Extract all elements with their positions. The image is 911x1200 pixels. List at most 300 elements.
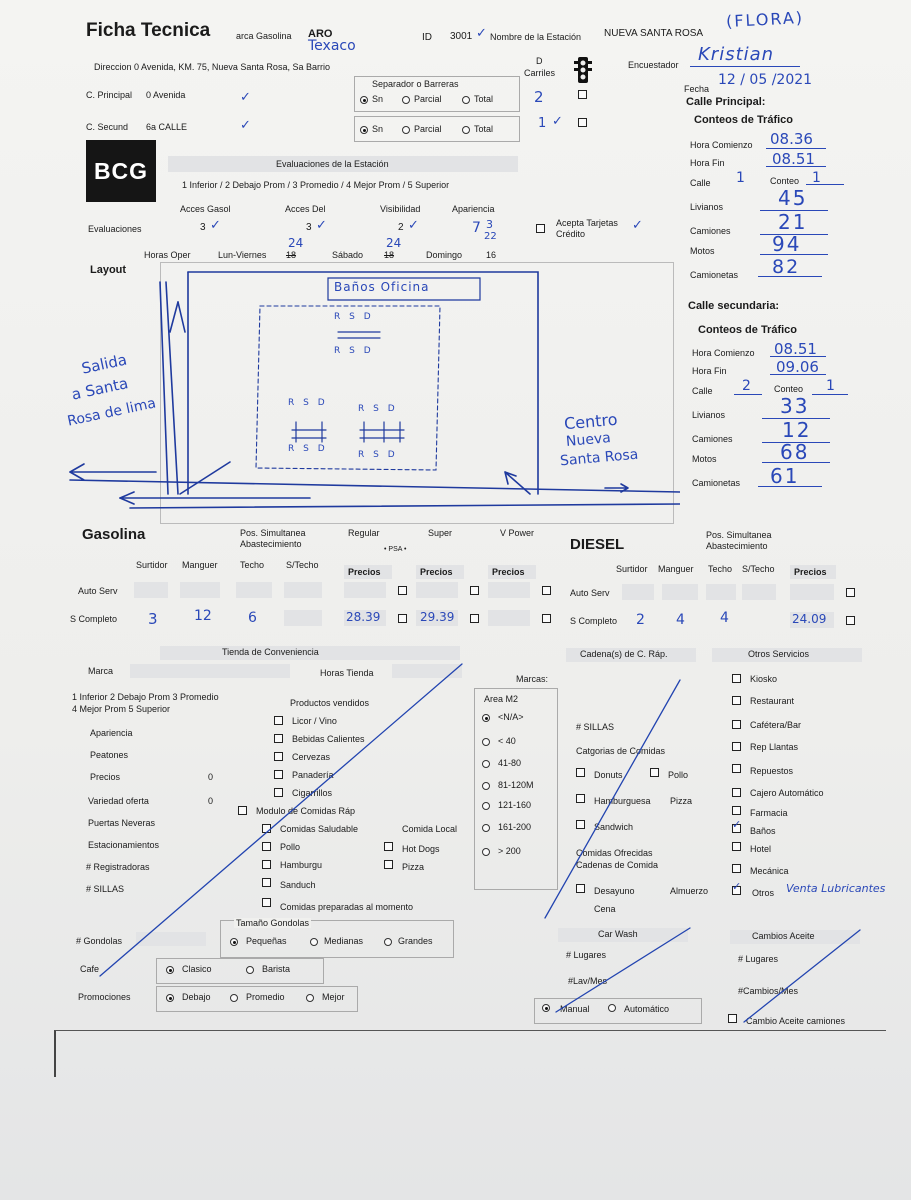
acepta-tarjetas-label: Acepta Tarjetas Crédito bbox=[556, 218, 618, 239]
diesel-surtidor-value: 2 bbox=[636, 612, 645, 628]
gas-techo-value: 6 bbox=[248, 610, 257, 626]
conteo2-line-1 bbox=[770, 356, 826, 357]
conteo1-motos-label: Motos bbox=[690, 246, 715, 256]
comidas-ofrecidas: Comidas Ofrecidas bbox=[576, 848, 653, 858]
sep2-total-label: Total bbox=[474, 124, 494, 134]
marcas-label: Marcas: bbox=[516, 674, 549, 684]
area-81-120-label: 81-120M bbox=[498, 780, 534, 790]
modulo-comidas-cb[interactable] bbox=[238, 806, 247, 815]
carriles-label: Carriles bbox=[524, 68, 556, 78]
tienda-marca-field[interactable] bbox=[130, 664, 290, 678]
tienda-scale-2: 4 Mejor Prom 5 Superior bbox=[72, 704, 171, 714]
conteo1-hora-comienzo: 08.36 bbox=[770, 130, 813, 148]
otros-repuestos-label: Repuestos bbox=[750, 766, 794, 776]
conteo1-livianos-label: Livianos bbox=[690, 202, 724, 212]
centro-line-2: Nueva bbox=[565, 430, 612, 450]
modulo-comidas-label: Modulo de Comidas Ráp bbox=[256, 806, 356, 816]
conteo2-hora-comienzo: 08.51 bbox=[774, 340, 817, 358]
conteo2-camionetas: 61 bbox=[770, 464, 800, 488]
domingo-label: Domingo bbox=[426, 250, 463, 260]
nombre-value: NUEVA SANTA ROSA bbox=[604, 28, 704, 39]
comida-saludable-label: Comidas Saludable bbox=[280, 824, 359, 834]
gas-surtidor-value: 3 bbox=[148, 610, 158, 628]
sep1-si-radio[interactable] bbox=[360, 96, 368, 104]
eval-check-2: ✓ bbox=[316, 218, 327, 233]
gas-s-completo-label: S Completo bbox=[70, 614, 118, 624]
secund-label: C. Secund bbox=[86, 122, 129, 132]
comida-saludable-cb[interactable] bbox=[262, 824, 271, 833]
tienda-horas: Horas Tienda bbox=[320, 668, 374, 678]
area-lt40-label: < 40 bbox=[498, 736, 516, 746]
eval-apariencia-extra: 7 bbox=[472, 220, 481, 236]
marca-value: ARO bbox=[308, 28, 333, 40]
eval-check-3: ✓ bbox=[408, 218, 419, 233]
cat-donuts-label: Donuts bbox=[594, 770, 623, 780]
diesel-auto-field-4[interactable] bbox=[742, 584, 776, 600]
comida-hamburgu-label: Hamburgu bbox=[280, 860, 323, 870]
comida-sanduch-cb[interactable] bbox=[262, 878, 271, 887]
salida-line-1: Salida bbox=[80, 350, 129, 378]
area-na-radio[interactable] bbox=[482, 714, 490, 722]
principal-check: ✓ bbox=[240, 90, 251, 105]
conteo1-hora-fin-label: Hora Fin bbox=[690, 158, 725, 168]
tienda-row-sillas: # SILLAS bbox=[86, 884, 125, 894]
area-121-160-label: 121-160 bbox=[498, 800, 532, 810]
prod-panaderia-cb[interactable] bbox=[274, 770, 283, 779]
pump-left-1: R S D bbox=[288, 398, 328, 408]
conteo2-camiones: 12 bbox=[782, 418, 812, 442]
cadena-sillas: # SILLAS bbox=[576, 722, 615, 732]
layout-sketch bbox=[60, 262, 680, 522]
sep2-total-radio[interactable] bbox=[462, 126, 470, 134]
centro-line-1: Centro bbox=[563, 409, 619, 434]
cafe-label: Cafe bbox=[80, 964, 100, 974]
area-121-160-radio[interactable] bbox=[482, 802, 490, 810]
conteo1-line-2 bbox=[766, 166, 826, 167]
eval-visibilidad: 2 bbox=[398, 222, 404, 233]
principal-value: 0 Avenida bbox=[146, 90, 186, 100]
area-41-80-radio[interactable] bbox=[482, 760, 490, 768]
pump-left-2: R S D bbox=[288, 444, 328, 454]
otros-repuestos-cb[interactable] bbox=[732, 764, 741, 773]
sep1-total-radio[interactable] bbox=[462, 96, 470, 104]
conteo2-line-7 bbox=[758, 486, 822, 487]
sep1-parcial-radio[interactable] bbox=[402, 96, 410, 104]
conteo2-calle-label: Calle bbox=[692, 386, 713, 396]
fecha-label: Fecha bbox=[684, 84, 710, 94]
conteo2-line-2 bbox=[770, 374, 826, 375]
centro-line-3: Santa Rosa bbox=[559, 446, 639, 470]
diesel-title: DIESEL bbox=[570, 536, 625, 553]
gas-precios-hdr-2: Precios bbox=[420, 567, 453, 577]
gas-sc-cb-3[interactable] bbox=[542, 614, 551, 623]
carwash-manual-label: Manual bbox=[560, 1004, 590, 1014]
gas-col-surtidor: Surtidor bbox=[136, 560, 168, 570]
gas-price-vpower[interactable] bbox=[488, 610, 530, 626]
tamano-medianas-radio[interactable] bbox=[310, 938, 318, 946]
marca-handwritten: Texaco bbox=[308, 38, 356, 54]
conteo2-camiones-label: Camiones bbox=[692, 434, 733, 444]
gas-auto-cb-2[interactable] bbox=[470, 586, 479, 595]
area-41-80-label: 41-80 bbox=[498, 758, 522, 768]
carwash-manual-radio[interactable] bbox=[542, 1004, 550, 1012]
otros-cafeteria-cb[interactable] bbox=[732, 720, 741, 729]
gondolas-field[interactable] bbox=[136, 932, 206, 946]
area-title: Area M2 bbox=[484, 694, 519, 704]
tienda-row-apariencia: Apariencia bbox=[90, 728, 133, 738]
page-title: Ficha Tecnica bbox=[86, 20, 211, 41]
salida-line-3: Rosa de lima bbox=[66, 395, 158, 430]
conteo1-calle: 1 bbox=[736, 170, 745, 186]
sep1-total-label: Total bbox=[474, 94, 494, 104]
conteo1-camiones: 21 bbox=[778, 210, 808, 234]
secund-value: 6a CALLE bbox=[146, 122, 188, 132]
cat-sandwich-cb[interactable] bbox=[576, 820, 585, 829]
gasolina-regular: Regular bbox=[348, 528, 380, 538]
pump-right-1: R S D bbox=[358, 404, 398, 414]
cambios-camiones-cb[interactable] bbox=[728, 1014, 737, 1023]
conteo2-calle: 2 bbox=[742, 378, 751, 394]
otros-farmacia-label: Farmacia bbox=[750, 808, 788, 818]
area-161-200-radio[interactable] bbox=[482, 824, 490, 832]
area-gt200-radio[interactable] bbox=[482, 848, 490, 856]
cat-donuts-cb[interactable] bbox=[576, 768, 585, 777]
diesel-col-techo: Techo bbox=[708, 564, 733, 574]
comments-box[interactable] bbox=[54, 1030, 886, 1077]
area-gt200-label: > 200 bbox=[498, 846, 521, 856]
conteo2-conteo-label: Conteo bbox=[774, 384, 804, 394]
comida-local-label: Comida Local bbox=[402, 824, 458, 834]
conteo1-camionetas: 82 bbox=[772, 256, 801, 278]
conteo1-line-7 bbox=[758, 276, 822, 277]
conteo2-motos-label: Motos bbox=[692, 454, 717, 464]
sep2-parcial-radio[interactable] bbox=[402, 126, 410, 134]
diesel-auto-price[interactable] bbox=[790, 584, 834, 600]
conteo1-hora-comienzo-label: Hora Comienzo bbox=[690, 140, 753, 150]
promo-promedio-radio[interactable] bbox=[230, 994, 238, 1002]
prod-licor-cb[interactable] bbox=[274, 716, 283, 725]
pizza-cb[interactable] bbox=[384, 860, 393, 869]
otros-hotel-label: Hotel bbox=[750, 844, 772, 854]
tamano-title: Tamaño Gondolas bbox=[236, 918, 310, 928]
evaluaciones-row-label: Evaluaciones bbox=[88, 224, 142, 234]
comida-preparadas-label: Comidas preparadas al momento bbox=[280, 902, 414, 912]
gas-sc-cb-2[interactable] bbox=[470, 614, 479, 623]
acepta-tarjetas-checkbox[interactable] bbox=[536, 224, 545, 233]
prod-cervezas-label: Cervezas bbox=[292, 752, 331, 762]
carwash-title: Car Wash bbox=[598, 929, 638, 939]
cadena-categorias: Catgorias de Comidas bbox=[576, 746, 666, 756]
gas-auto-cb-3[interactable] bbox=[542, 586, 551, 595]
otros-llantas-label: Rep Llantas bbox=[750, 742, 799, 752]
lanes-principal: 2 bbox=[534, 88, 544, 106]
conteo2-line-3a bbox=[734, 394, 762, 395]
gas-auto-field-3[interactable] bbox=[236, 582, 272, 598]
diesel-techo-value: 4 bbox=[720, 610, 729, 626]
prod-cigarrillos-label: Cigarrillos bbox=[292, 788, 333, 798]
area-lt40-radio[interactable] bbox=[482, 738, 490, 746]
gas-auto-field-2[interactable] bbox=[180, 582, 220, 598]
diesel-col-stecho: S/Techo bbox=[742, 564, 775, 574]
promo-promedio-label: Promedio bbox=[246, 992, 285, 1002]
diesel-col-manguer: Manguer bbox=[658, 564, 694, 574]
otros-cajero-cb[interactable] bbox=[732, 788, 741, 797]
tienda-precios-value: 0 bbox=[208, 772, 214, 782]
col-visibilidad: Visibilidad bbox=[380, 204, 421, 214]
gas-auto-price-1[interactable] bbox=[344, 582, 386, 598]
pump-right-2: R S D bbox=[358, 450, 398, 460]
nombre-label: Nombre de la Estación bbox=[490, 32, 582, 42]
otros-cafeteria-label: Cafétera/Bar bbox=[750, 720, 802, 730]
gas-precios-hdr-3: Precios bbox=[492, 567, 525, 577]
conteo2-line-3 bbox=[812, 394, 848, 395]
carwash-lugares: # Lugares bbox=[566, 950, 607, 960]
desayuno-cb[interactable] bbox=[576, 884, 585, 893]
layout-banos-oficina: Baños Oficina bbox=[334, 280, 430, 294]
cambios-title: Cambios Aceite bbox=[752, 931, 815, 941]
gas-manguer-value: 12 bbox=[194, 608, 212, 624]
diesel-col-surtidor: Surtidor bbox=[616, 564, 648, 574]
promo-mejor-label: Mejor bbox=[322, 992, 345, 1002]
eval-acces-del: 3 bbox=[306, 222, 312, 233]
cafe-clasico-label: Clasico bbox=[182, 964, 212, 974]
promo-mejor-radio[interactable] bbox=[306, 994, 314, 1002]
light-principal-checkbox[interactable] bbox=[578, 90, 587, 99]
id-value: 3001 bbox=[450, 31, 473, 42]
otros-kiosko-cb[interactable] bbox=[732, 674, 741, 683]
bcg-logo: BCG bbox=[86, 140, 156, 202]
otros-cajero-label: Cajero Automático bbox=[750, 788, 824, 798]
sabado-handwritten: 24 bbox=[386, 236, 402, 250]
diesel-auto-field-2[interactable] bbox=[662, 584, 698, 600]
hotdogs-label: Hot Dogs bbox=[402, 844, 440, 854]
conteo2-motos: 68 bbox=[780, 440, 810, 464]
hotdogs-cb[interactable] bbox=[384, 842, 393, 851]
diesel-auto-serv-label: Auto Serv bbox=[570, 588, 610, 598]
evaluaciones-scale: 1 Inferior / 2 Debajo Prom / 3 Promedio / 4 Mejor Prom / 5 Superior bbox=[182, 180, 450, 190]
gas-auto-price-3[interactable] bbox=[488, 582, 530, 598]
separador-title: Separador o Barreras bbox=[372, 79, 459, 89]
lanes-secund-check: ✓ bbox=[552, 114, 563, 129]
gas-auto-price-2[interactable] bbox=[416, 582, 458, 598]
cat-pizza-label: Pizza bbox=[670, 796, 693, 806]
layout-label: Layout bbox=[90, 264, 127, 276]
otros-farmacia-cb[interactable] bbox=[732, 806, 741, 815]
lanes-secund: 1 bbox=[538, 116, 547, 131]
gas-auto-field-1[interactable] bbox=[134, 582, 168, 598]
gas-col-stecho: S/Techo bbox=[286, 560, 319, 570]
area-81-120-radio[interactable] bbox=[482, 782, 490, 790]
sep2-parcial-label: Parcial bbox=[414, 124, 442, 134]
col-apariencia: Apariencia bbox=[452, 204, 495, 214]
eval-acces-gasol: 3 bbox=[200, 222, 206, 233]
otros-otros-check: ✓ bbox=[732, 880, 742, 893]
conteo2-hora-comienzo-label: Hora Comienzo bbox=[692, 348, 755, 358]
salida-line-2: a Santa bbox=[70, 374, 130, 404]
tienda-horas-field[interactable] bbox=[392, 664, 462, 678]
eval-apariencia: 3 bbox=[486, 218, 493, 231]
tienda-row-variedad: Variedad oferta bbox=[88, 796, 149, 806]
gas-col-manguer: Manguer bbox=[182, 560, 218, 570]
otros-banos-check: ✓ bbox=[732, 818, 742, 831]
gas-stecho-field[interactable] bbox=[284, 610, 322, 626]
tienda-row-estacionamientos: Estacionamientos bbox=[88, 840, 160, 850]
diesel-price: 24.09 bbox=[792, 612, 827, 626]
eval-check-1: ✓ bbox=[210, 218, 221, 233]
gasolina-psa: • PSA • bbox=[384, 546, 407, 553]
tienda-scale-1: 1 Inferior 2 Debajo Prom 3 Promedio bbox=[72, 692, 219, 702]
conteo2-livianos-label: Livianos bbox=[692, 410, 726, 420]
principal-label: C. Principal bbox=[86, 90, 133, 100]
cambios-mes: #Cambios/Mes bbox=[738, 986, 799, 996]
prod-cervezas-cb[interactable] bbox=[274, 752, 283, 761]
pizza-label: Pizza bbox=[402, 862, 425, 872]
diesel-auto-field-3[interactable] bbox=[706, 584, 736, 600]
cat-sandwich-label: Sandwich bbox=[594, 822, 634, 832]
conteo2-hora-fin-label: Hora Fin bbox=[692, 366, 727, 376]
otros-hotel-cb[interactable] bbox=[732, 842, 741, 851]
conteo1-camiones-label: Camiones bbox=[690, 226, 731, 236]
conteo1-line-3 bbox=[806, 184, 844, 185]
light-secund-checkbox[interactable] bbox=[578, 118, 587, 127]
traffic-light-icon bbox=[574, 56, 592, 84]
promo-debajo-radio[interactable] bbox=[166, 994, 174, 1002]
conteo1-conteo: 1 bbox=[812, 170, 821, 186]
fecha-value: 12 / 05 /2021 bbox=[718, 72, 813, 88]
conteo2-conteo: 1 bbox=[826, 378, 835, 394]
cat-pollo-label: Pollo bbox=[668, 770, 689, 780]
cambios-camiones-label: Cambio Aceite camiones bbox=[746, 1016, 846, 1026]
conteo1-camionetas-label: Camionetas bbox=[690, 270, 739, 280]
cafe-clasico-radio[interactable] bbox=[166, 966, 174, 974]
direccion: Direccion 0 Avenida, KM. 75, Nueva Santa Rosa, Sa Barrio bbox=[94, 62, 330, 72]
prod-cigarrillos-cb[interactable] bbox=[274, 788, 283, 797]
sep2-si-radio[interactable] bbox=[360, 126, 368, 134]
carwash-auto-radio[interactable] bbox=[608, 1004, 616, 1012]
id-label: ID bbox=[422, 32, 432, 43]
tienda-row-registradoras: # Registradoras bbox=[86, 862, 150, 872]
cafe-barista-label: Barista bbox=[262, 964, 291, 974]
diesel-manguer-value: 4 bbox=[676, 612, 685, 628]
gas-auto-cb-1[interactable] bbox=[398, 586, 407, 595]
otros-mecanica-cb[interactable] bbox=[732, 864, 741, 873]
gas-precios-hdr-1: Precios bbox=[348, 567, 381, 577]
pump-top-2: R S D bbox=[334, 346, 374, 356]
diesel-sc-cb[interactable] bbox=[846, 616, 855, 625]
conteo2-title: Conteos de Tráfico bbox=[698, 324, 798, 336]
pump-top-1: R S D bbox=[334, 312, 374, 322]
id-check: ✓ bbox=[476, 26, 487, 41]
otros-title: Otros Servicios bbox=[748, 649, 810, 659]
gas-price-regular: 28.39 bbox=[346, 610, 381, 624]
gas-sc-cb-1[interactable] bbox=[398, 614, 407, 623]
otros-kiosko-label: Kiosko bbox=[750, 674, 778, 684]
evaluaciones-title: Evaluaciones de la Estación bbox=[276, 159, 389, 169]
sabado-value: 18 bbox=[384, 250, 395, 260]
otros-banos-label: Baños bbox=[750, 826, 776, 836]
otros-restaurant-label: Restaurant bbox=[750, 696, 795, 706]
tamano-grandes-radio[interactable] bbox=[384, 938, 392, 946]
conteo1-conteo-label: Conteo bbox=[770, 176, 800, 186]
gas-col-techo: Techo bbox=[240, 560, 265, 570]
promociones-label: Promociones bbox=[78, 992, 131, 1002]
sep1-parcial-label: Parcial bbox=[414, 94, 442, 104]
comida-pollo-label: Pollo bbox=[280, 842, 301, 852]
gas-price-super: 29.39 bbox=[420, 610, 455, 624]
otros-otros-label: Otros bbox=[752, 888, 775, 898]
cena-label: Cena bbox=[594, 904, 616, 914]
prod-licor-label: Licor / Vino bbox=[292, 716, 337, 726]
otros-llantas-cb[interactable] bbox=[732, 742, 741, 751]
gas-auto-field-4[interactable] bbox=[284, 582, 322, 598]
promo-debajo-label: Debajo bbox=[182, 992, 211, 1002]
comida-hamburgu-cb[interactable] bbox=[262, 860, 271, 869]
conteo1-line-1 bbox=[766, 148, 826, 149]
diesel-auto-field-1[interactable] bbox=[622, 584, 654, 600]
encuestador-label: Encuestador bbox=[628, 60, 679, 70]
desayuno-label: Desayuno bbox=[594, 886, 635, 896]
conteo1-calle-label: Calle bbox=[690, 178, 711, 188]
lunv-handwritten: 24 bbox=[288, 236, 304, 250]
horas-oper-label: Horas Oper bbox=[144, 250, 191, 260]
tamano-grandes-label: Grandes bbox=[398, 936, 433, 946]
comida-sanduch-label: Sanduch bbox=[280, 880, 316, 890]
conteo2-line-6 bbox=[762, 462, 830, 463]
comida-pollo-cb[interactable] bbox=[262, 842, 271, 851]
marca-label: arca Gasolina bbox=[236, 31, 292, 41]
tienda-title: Tienda de Conveniencia bbox=[222, 647, 319, 657]
cadena-title: Cadena(s) de C. Ráp. bbox=[580, 649, 668, 659]
col-acces-gasol: Acces Gasol bbox=[180, 204, 231, 214]
otros-mecanica-label: Mecánica bbox=[750, 866, 789, 876]
cafe-barista-radio[interactable] bbox=[246, 966, 254, 974]
otros-restaurant-cb[interactable] bbox=[732, 696, 741, 705]
conteo1-motos: 94 bbox=[772, 232, 802, 256]
cambios-lugares: # Lugares bbox=[738, 954, 779, 964]
carriles-d: D bbox=[536, 56, 543, 66]
conteo1-title: Conteos de Tráfico bbox=[694, 114, 794, 126]
conteo2-camionetas-label: Camionetas bbox=[692, 478, 741, 488]
tienda-marca: Marca bbox=[88, 666, 114, 676]
cat-hamburguesa-cb[interactable] bbox=[576, 794, 585, 803]
tienda-row-precios: Precios bbox=[90, 772, 121, 782]
sabado-label: Sábado bbox=[332, 250, 364, 260]
gasolina-super: Super bbox=[428, 528, 453, 538]
conteo1-hora-fin: 08.51 bbox=[772, 150, 815, 168]
tamano-medianas-label: Medianas bbox=[324, 936, 364, 946]
gasolina-vpower: V Power bbox=[500, 528, 535, 538]
lunv-value: 18 bbox=[286, 250, 297, 260]
calle-secundaria-heading: Calle secundaria: bbox=[688, 300, 780, 312]
tienda-row-peatones: Peatones bbox=[90, 750, 129, 760]
tamano-pequenas-radio[interactable] bbox=[230, 938, 238, 946]
prod-panaderia-label: Panadería bbox=[292, 770, 334, 780]
prod-bebidas-cb[interactable] bbox=[274, 734, 283, 743]
calle-principal-heading: Calle Principal: bbox=[686, 96, 766, 108]
productos-vendidos: Productos vendidos bbox=[290, 698, 370, 708]
diesel-pos-sim: Pos. Simultanea Abastecimiento bbox=[706, 530, 772, 551]
tienda-row-puertas: Puertas Neveras bbox=[88, 818, 156, 828]
conteo2-hora-fin: 09.06 bbox=[776, 358, 819, 376]
gasolina-title: Gasolina bbox=[82, 526, 146, 543]
diesel-auto-cb[interactable] bbox=[846, 588, 855, 597]
cat-pollo-cb[interactable] bbox=[650, 768, 659, 777]
cadenas-comida: Cadenas de Comida bbox=[576, 860, 659, 870]
carwash-lav: #Lav/Mes bbox=[568, 976, 608, 986]
comida-preparadas-cb[interactable] bbox=[262, 898, 271, 907]
gasolina-pos-sim: Pos. Simultanea Abastecimiento bbox=[240, 528, 306, 549]
almuerzo-label: Almuerzo bbox=[670, 886, 709, 896]
